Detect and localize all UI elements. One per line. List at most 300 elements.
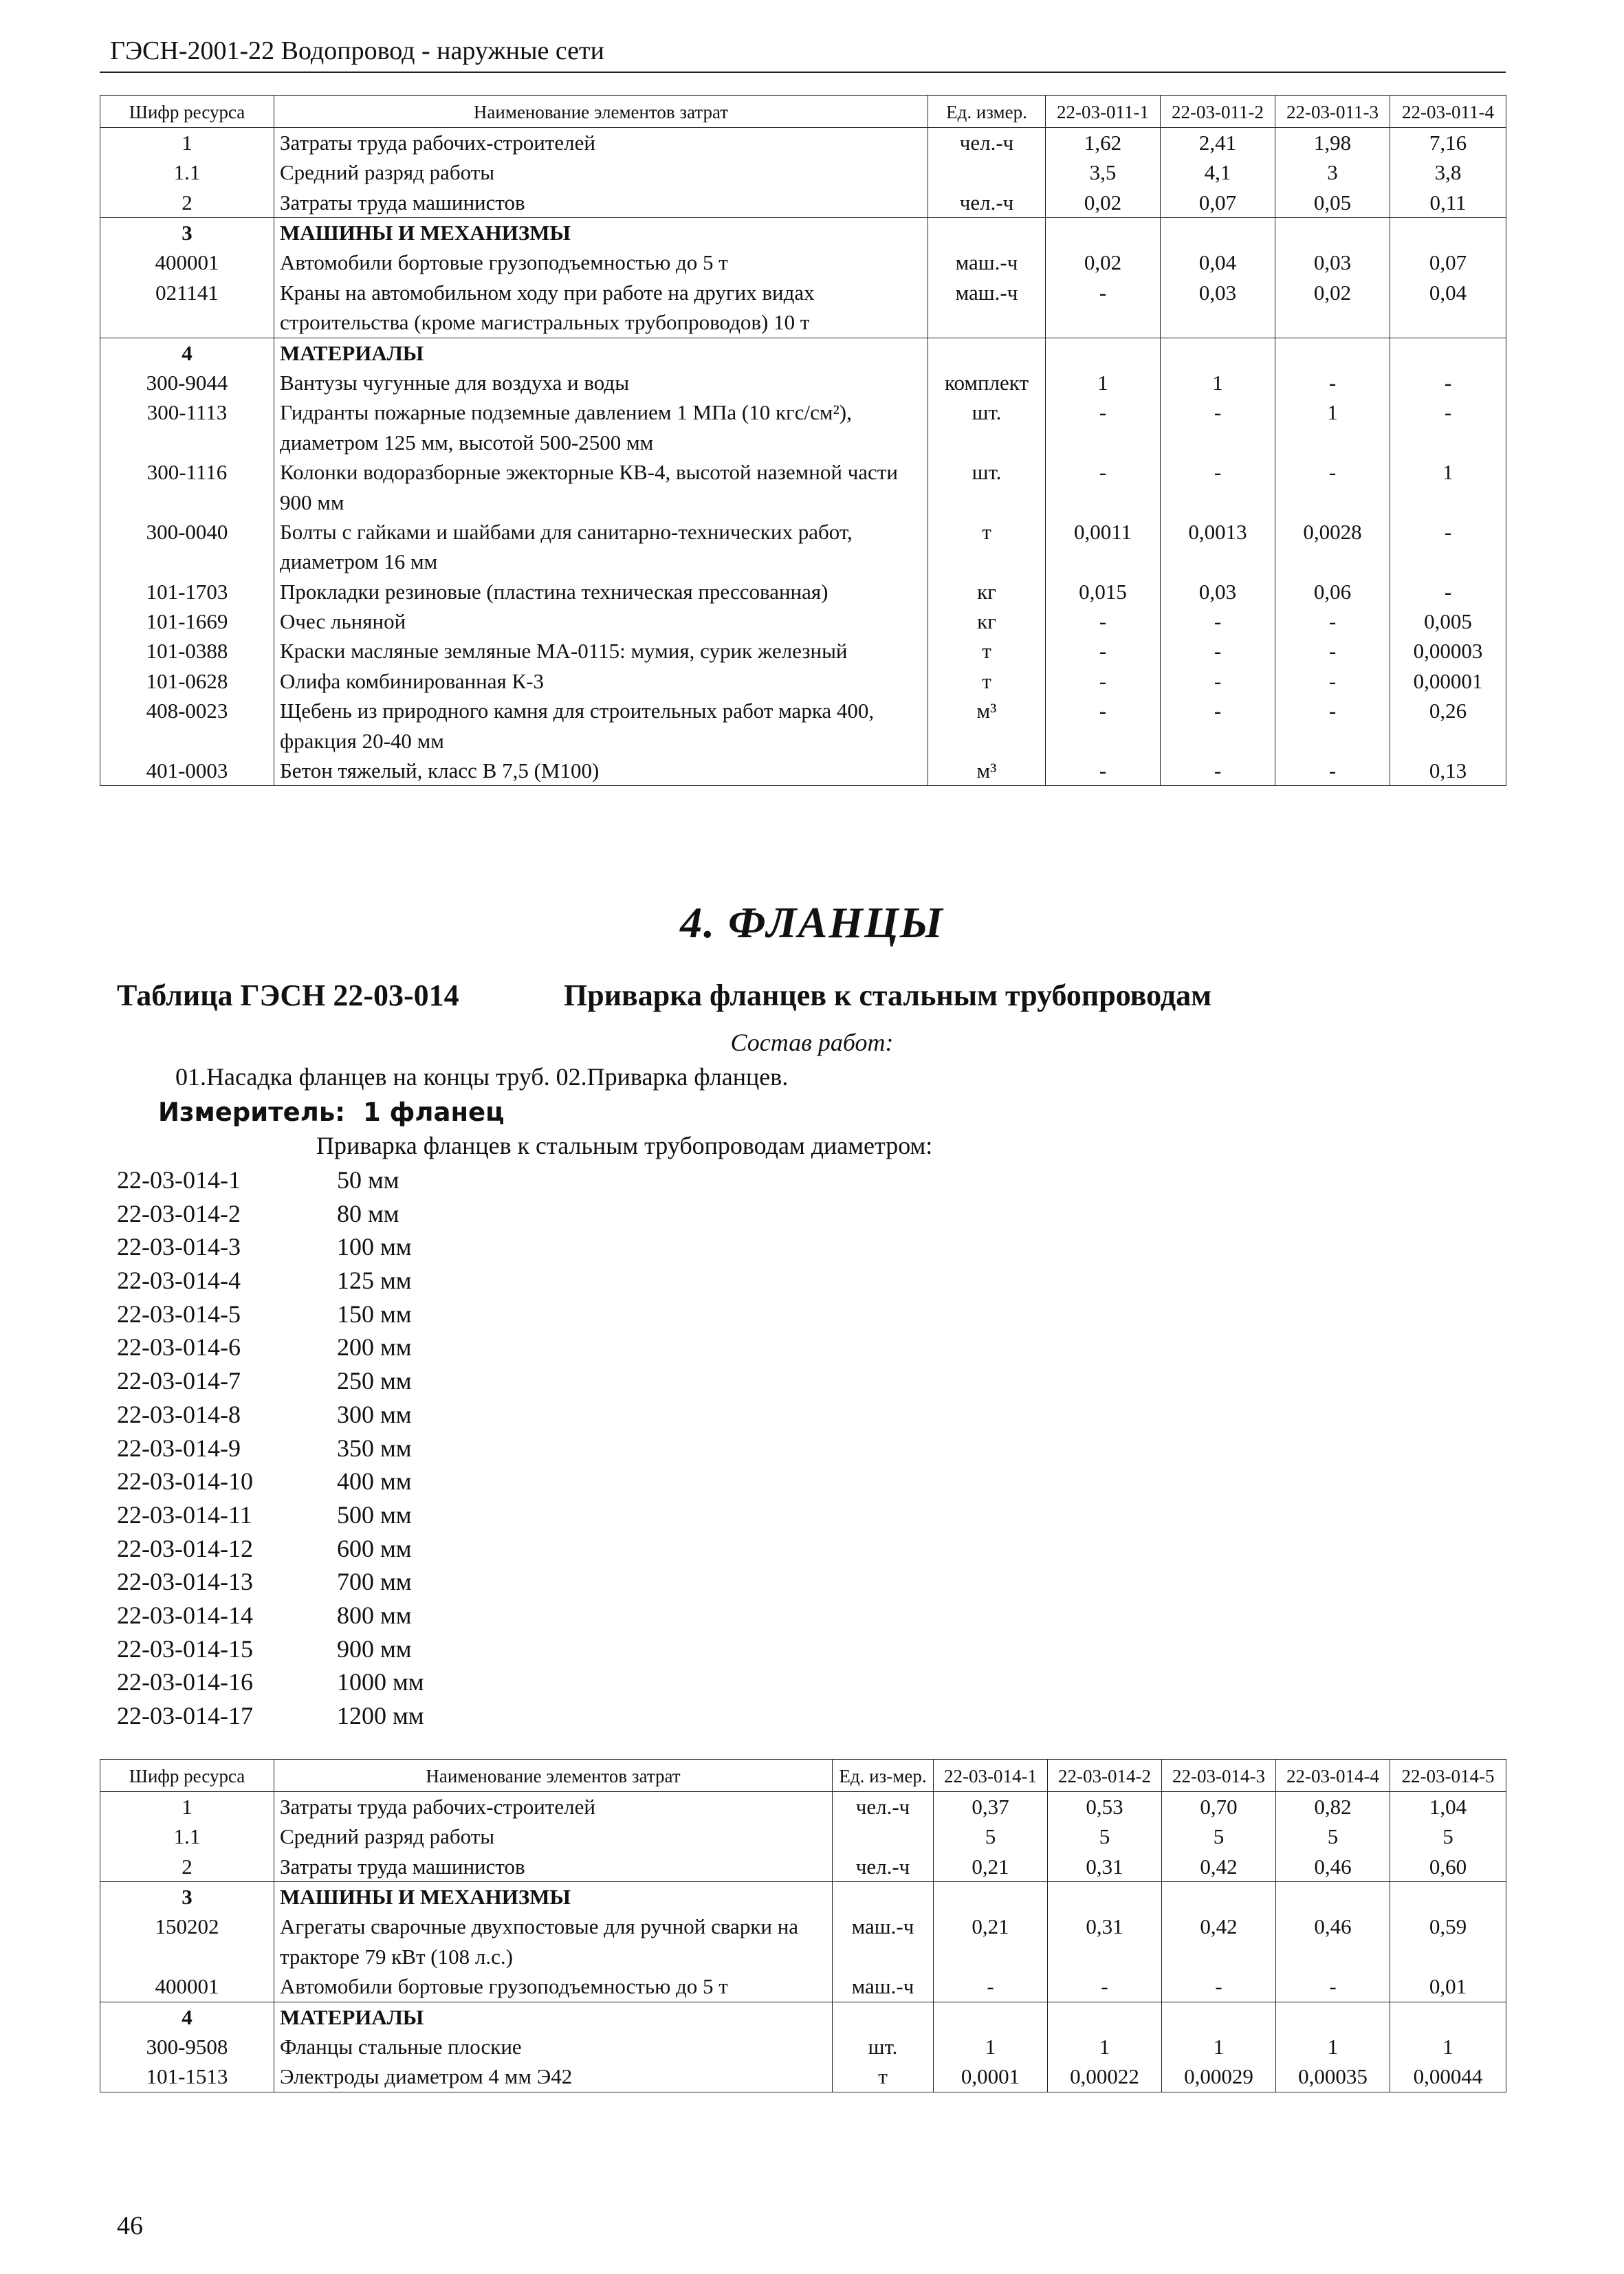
col-norm-header: 22-03-011-3 bbox=[1275, 96, 1390, 128]
row-value: - bbox=[1046, 756, 1161, 786]
row-value: 0,46 bbox=[1276, 1912, 1390, 1971]
row-value: 0,00001 bbox=[1390, 666, 1506, 696]
row-code: 3 bbox=[100, 218, 274, 248]
col-norm-header: 22-03-014-3 bbox=[1162, 1760, 1276, 1792]
row-value: 5 bbox=[1390, 1822, 1506, 1851]
row-name: Щебень из природного камня для строительных работ марка 400, фракция 20-40 мм bbox=[274, 696, 928, 756]
row-value: 1,62 bbox=[1046, 127, 1161, 157]
row-value: 1,98 bbox=[1275, 127, 1390, 157]
table-row bbox=[100, 636, 1506, 666]
item-code: 22-03-014-16 bbox=[117, 1668, 253, 1696]
row-value: - bbox=[1161, 397, 1275, 457]
row-code: 021141 bbox=[100, 278, 274, 338]
row-name: Автомобили бортовые грузоподъемностью до 5 т bbox=[274, 1971, 833, 2002]
row-value: 0,42 bbox=[1162, 1852, 1276, 1882]
list-item bbox=[117, 1565, 424, 1599]
row-code: 2 bbox=[100, 188, 274, 218]
row-value: 0,13 bbox=[1390, 756, 1506, 786]
row-value: 0,03 bbox=[1275, 248, 1390, 277]
row-code: 1.1 bbox=[100, 1822, 274, 1851]
row-value: - bbox=[1046, 278, 1161, 338]
item-value: 800 мм bbox=[337, 1601, 412, 1629]
row-value: 1,04 bbox=[1390, 1791, 1506, 1822]
row-value: 0,05 bbox=[1275, 188, 1390, 218]
row-value: 0,015 bbox=[1046, 577, 1161, 606]
row-unit bbox=[928, 157, 1046, 187]
row-unit bbox=[833, 1822, 934, 1851]
row-value: 1 bbox=[934, 2032, 1048, 2062]
row-name: Бетон тяжелый, класс В 7,5 (М100) bbox=[274, 756, 928, 786]
row-value: - bbox=[1161, 606, 1275, 636]
row-value: 0,04 bbox=[1390, 278, 1506, 338]
item-code: 22-03-014-8 bbox=[117, 1400, 241, 1428]
table-header-row bbox=[100, 96, 1506, 128]
item-code: 22-03-014-6 bbox=[117, 1333, 241, 1362]
row-unit: т bbox=[928, 636, 1046, 666]
item-value: 600 мм bbox=[337, 1534, 412, 1562]
item-value: 400 мм bbox=[337, 1467, 412, 1496]
item-value: 700 мм bbox=[337, 1568, 412, 1596]
item-code: 22-03-014-7 bbox=[117, 1367, 241, 1395]
row-name: Затраты труда рабочих-строителей bbox=[274, 127, 928, 157]
row-name: МАТЕРИАЛЫ bbox=[274, 2002, 833, 2032]
row-name: Электроды диаметром 4 мм Э42 bbox=[274, 2062, 833, 2092]
table-row bbox=[100, 368, 1506, 397]
row-value: 3,5 bbox=[1046, 157, 1161, 187]
row-unit: м³ bbox=[928, 696, 1046, 756]
row-name: Прокладки резиновые (пластина техническая прессованная) bbox=[274, 577, 928, 606]
row-value: 2,41 bbox=[1161, 127, 1275, 157]
row-value bbox=[1276, 2002, 1390, 2032]
row-name: Болты с гайками и шайбами для санитарно-технических работ, диаметром 16 мм bbox=[274, 517, 928, 577]
row-value: 0,00044 bbox=[1390, 2062, 1506, 2092]
row-value: 0,03 bbox=[1161, 577, 1275, 606]
col-name-header: Наименование элементов затрат bbox=[274, 96, 928, 128]
row-value: - bbox=[1161, 756, 1275, 786]
col-norm-header: 22-03-011-2 bbox=[1161, 96, 1275, 128]
list-item bbox=[117, 1432, 424, 1465]
row-value: 1 bbox=[1390, 2032, 1506, 2062]
row-value: 0,0013 bbox=[1161, 517, 1275, 577]
row-value bbox=[1048, 2002, 1162, 2032]
row-value: - bbox=[1046, 397, 1161, 457]
table-row bbox=[100, 278, 1506, 338]
item-code: 22-03-014-5 bbox=[117, 1300, 241, 1328]
list-item bbox=[117, 1197, 424, 1231]
item-value: 900 мм bbox=[337, 1635, 412, 1663]
table-row bbox=[100, 756, 1506, 786]
table-row bbox=[100, 127, 1506, 157]
table-row bbox=[100, 457, 1506, 517]
list-item bbox=[117, 1230, 424, 1264]
row-unit: м³ bbox=[928, 756, 1046, 786]
list-item bbox=[117, 1632, 424, 1666]
row-unit: шт. bbox=[928, 457, 1046, 517]
row-name: Олифа комбинированная К-3 bbox=[274, 666, 928, 696]
table-row bbox=[100, 1822, 1506, 1851]
row-value: 5 bbox=[1048, 1822, 1162, 1851]
row-name: Затраты труда машинистов bbox=[274, 188, 928, 218]
item-code: 22-03-014-15 bbox=[117, 1635, 253, 1663]
row-value: - bbox=[1161, 636, 1275, 666]
row-code: 400001 bbox=[100, 1971, 274, 2002]
row-code: 3 bbox=[100, 1882, 274, 1912]
row-value: - bbox=[1161, 666, 1275, 696]
row-value bbox=[1390, 218, 1506, 248]
row-value: 1 bbox=[1390, 457, 1506, 517]
col-norm-header: 22-03-014-2 bbox=[1048, 1760, 1162, 1792]
measurement-unit bbox=[158, 1097, 505, 1127]
row-unit: чел.-ч bbox=[928, 127, 1046, 157]
row-value: 0,00029 bbox=[1162, 2062, 1276, 2092]
item-code: 22-03-014-12 bbox=[117, 1534, 253, 1562]
item-value: 100 мм bbox=[337, 1233, 412, 1261]
col-unit-header: Ед. измер. bbox=[928, 96, 1046, 128]
row-value: 4,1 bbox=[1161, 157, 1275, 187]
table-row bbox=[100, 666, 1506, 696]
row-code: 1.1 bbox=[100, 157, 274, 187]
item-value: 50 мм bbox=[337, 1166, 399, 1194]
row-unit: чел.-ч bbox=[833, 1852, 934, 1882]
measure-value: 1 фланец bbox=[363, 1097, 505, 1127]
item-code: 22-03-014-1 bbox=[117, 1166, 241, 1194]
row-code: 401-0003 bbox=[100, 756, 274, 786]
section-row bbox=[100, 218, 1506, 248]
row-value: 0,37 bbox=[934, 1791, 1048, 1822]
list-item bbox=[117, 1298, 424, 1331]
row-value: 0,0001 bbox=[934, 2062, 1048, 2092]
col-code-header: Шифр ресурса bbox=[100, 96, 274, 128]
row-unit: чел.-ч bbox=[833, 1791, 934, 1822]
row-value: - bbox=[1162, 1971, 1276, 2002]
row-unit bbox=[928, 218, 1046, 248]
section-row bbox=[100, 338, 1506, 368]
row-code: 150202 bbox=[100, 1912, 274, 1971]
norm-items-list bbox=[117, 1163, 424, 1733]
row-value: - bbox=[1046, 696, 1161, 756]
row-unit: т bbox=[928, 666, 1046, 696]
row-value: - bbox=[1390, 368, 1506, 397]
row-unit: комплект bbox=[928, 368, 1046, 397]
row-value: 0,31 bbox=[1048, 1852, 1162, 1882]
row-value bbox=[1162, 1882, 1276, 1912]
item-code: 22-03-014-13 bbox=[117, 1568, 253, 1596]
row-value: 0,005 bbox=[1390, 606, 1506, 636]
table-row bbox=[100, 517, 1506, 577]
row-value: 1 bbox=[1162, 2032, 1276, 2062]
item-value: 350 мм bbox=[337, 1434, 412, 1462]
table-row bbox=[100, 1912, 1506, 1971]
row-value bbox=[1048, 1882, 1162, 1912]
row-name: Краски масляные земляные МА-0115: мумия, сурик железный bbox=[274, 636, 928, 666]
row-unit: маш.-ч bbox=[833, 1971, 934, 2002]
row-value bbox=[1390, 2002, 1506, 2032]
row-value: 0,46 bbox=[1276, 1852, 1390, 1882]
row-value bbox=[1390, 338, 1506, 368]
item-value: 1000 мм bbox=[337, 1668, 424, 1696]
col-code-header: Шифр ресурса bbox=[100, 1760, 274, 1792]
row-value bbox=[1275, 218, 1390, 248]
list-item bbox=[117, 1398, 424, 1432]
item-code: 22-03-014-3 bbox=[117, 1233, 241, 1261]
row-value: 0,07 bbox=[1390, 248, 1506, 277]
row-value: 0,02 bbox=[1275, 278, 1390, 338]
item-value: 125 мм bbox=[337, 1267, 412, 1295]
work-composition-heading: Состав работ: bbox=[730, 1029, 894, 1056]
row-value: 1 bbox=[1275, 397, 1390, 457]
row-value: 0,11 bbox=[1390, 188, 1506, 218]
row-value: 5 bbox=[1276, 1822, 1390, 1851]
row-code: 300-1113 bbox=[100, 397, 274, 457]
row-name: Колонки водоразборные эжекторные КВ-4, высотой наземной части 900 мм bbox=[274, 457, 928, 517]
item-code: 22-03-014-4 bbox=[117, 1267, 241, 1295]
list-item bbox=[117, 1665, 424, 1699]
col-name-header: Наименование элементов затрат bbox=[274, 1760, 833, 1792]
row-value: 5 bbox=[934, 1822, 1048, 1851]
table-row bbox=[100, 1791, 1506, 1822]
row-name: Агрегаты сварочные двухпостовые для ручной сварки на тракторе 79 кВт (108 л.с.) bbox=[274, 1912, 833, 1971]
section-row bbox=[100, 2002, 1506, 2032]
row-code: 300-9044 bbox=[100, 368, 274, 397]
row-name: Затраты труда машинистов bbox=[274, 1852, 833, 1882]
row-value: 0,02 bbox=[1046, 248, 1161, 277]
row-value: 0,21 bbox=[934, 1852, 1048, 1882]
row-unit: т bbox=[928, 517, 1046, 577]
row-value: 7,16 bbox=[1390, 127, 1506, 157]
row-value: 0,70 bbox=[1162, 1791, 1276, 1822]
row-unit bbox=[928, 338, 1046, 368]
row-value: 0,82 bbox=[1276, 1791, 1390, 1822]
row-value: 0,03 bbox=[1161, 278, 1275, 338]
row-value: - bbox=[1046, 636, 1161, 666]
item-value: 300 мм bbox=[337, 1400, 412, 1428]
list-item bbox=[117, 1331, 424, 1364]
resource-table-011 bbox=[100, 95, 1506, 786]
list-item bbox=[117, 1465, 424, 1498]
row-value bbox=[1161, 218, 1275, 248]
row-unit: кг bbox=[928, 606, 1046, 636]
item-code: 22-03-014-10 bbox=[117, 1467, 253, 1496]
item-value: 1200 мм bbox=[337, 1702, 424, 1729]
row-code: 1 bbox=[100, 1791, 274, 1822]
row-value: 0,60 bbox=[1390, 1852, 1506, 1882]
col-norm-header: 22-03-011-1 bbox=[1046, 96, 1161, 128]
row-value: - bbox=[1161, 696, 1275, 756]
item-code: 22-03-014-2 bbox=[117, 1199, 241, 1227]
row-value bbox=[1046, 218, 1161, 248]
list-item bbox=[117, 1163, 424, 1197]
item-code: 22-03-014-14 bbox=[117, 1601, 253, 1629]
row-code: 400001 bbox=[100, 248, 274, 277]
row-value: - bbox=[1275, 606, 1390, 636]
col-norm-header: 22-03-011-4 bbox=[1390, 96, 1506, 128]
item-value: 80 мм bbox=[337, 1199, 399, 1227]
row-value: 0,00035 bbox=[1276, 2062, 1390, 2092]
row-value: - bbox=[1276, 1971, 1390, 2002]
table-row bbox=[100, 397, 1506, 457]
row-code: 300-9508 bbox=[100, 2032, 274, 2062]
table-row bbox=[100, 2032, 1506, 2062]
row-name: Гидранты пожарные подземные давлением 1 МПа (10 кгс/см²), диаметром 125 мм, высотой 500-2500 мм bbox=[274, 397, 928, 457]
row-value: - bbox=[1161, 457, 1275, 517]
col-norm-header: 22-03-014-4 bbox=[1276, 1760, 1390, 1792]
item-value: 200 мм bbox=[337, 1333, 412, 1362]
row-unit: шт. bbox=[928, 397, 1046, 457]
row-value bbox=[1390, 1882, 1506, 1912]
section-row bbox=[100, 1882, 1506, 1912]
item-value: 500 мм bbox=[337, 1500, 412, 1529]
row-name: МАТЕРИАЛЫ bbox=[274, 338, 928, 368]
row-value bbox=[934, 2002, 1048, 2032]
row-value: - bbox=[1275, 696, 1390, 756]
row-value bbox=[934, 1882, 1048, 1912]
row-code: 300-0040 bbox=[100, 517, 274, 577]
row-value: - bbox=[1275, 666, 1390, 696]
row-unit bbox=[833, 2002, 934, 2032]
row-value: 0,21 bbox=[934, 1912, 1048, 1971]
row-value: - bbox=[1275, 636, 1390, 666]
list-item bbox=[117, 1532, 424, 1566]
row-value: 0,00022 bbox=[1048, 2062, 1162, 2092]
row-value: 0,59 bbox=[1390, 1912, 1506, 1971]
row-name: Средний разряд работы bbox=[274, 1822, 833, 1851]
row-code: 101-1703 bbox=[100, 577, 274, 606]
row-value: 1 bbox=[1046, 368, 1161, 397]
row-value: - bbox=[1046, 666, 1161, 696]
row-code: 101-1513 bbox=[100, 2062, 274, 2092]
header-rule bbox=[100, 72, 1506, 73]
row-name: МАШИНЫ И МЕХАНИЗМЫ bbox=[274, 1882, 833, 1912]
row-value: - bbox=[1390, 517, 1506, 577]
table-row bbox=[100, 1971, 1506, 2002]
list-item bbox=[117, 1699, 424, 1733]
row-code: 4 bbox=[100, 338, 274, 368]
row-value bbox=[1162, 2002, 1276, 2032]
row-value: - bbox=[934, 1971, 1048, 2002]
row-value: - bbox=[1275, 368, 1390, 397]
item-value: 150 мм bbox=[337, 1300, 412, 1328]
row-value: 0,00003 bbox=[1390, 636, 1506, 666]
list-item bbox=[117, 1599, 424, 1632]
row-unit bbox=[833, 1882, 934, 1912]
table-row bbox=[100, 2062, 1506, 2092]
row-value: 0,07 bbox=[1161, 188, 1275, 218]
list-item bbox=[117, 1364, 424, 1398]
table-row bbox=[100, 248, 1506, 277]
row-unit: шт. bbox=[833, 2032, 934, 2062]
row-value: 0,53 bbox=[1048, 1791, 1162, 1822]
row-name: МАШИНЫ И МЕХАНИЗМЫ bbox=[274, 218, 928, 248]
row-value: 0,02 bbox=[1046, 188, 1161, 218]
row-value: - bbox=[1390, 577, 1506, 606]
row-value: 3 bbox=[1275, 157, 1390, 187]
table-row bbox=[100, 577, 1506, 606]
row-code: 300-1116 bbox=[100, 457, 274, 517]
row-unit: маш.-ч bbox=[928, 248, 1046, 277]
row-code: 408-0023 bbox=[100, 696, 274, 756]
col-unit-header: Ед. из-мер. bbox=[833, 1760, 934, 1792]
row-name: Очес льняной bbox=[274, 606, 928, 636]
row-unit: маш.-ч bbox=[833, 1912, 934, 1971]
row-name: Фланцы стальные плоские bbox=[274, 2032, 833, 2062]
row-name: Вантузы чугунные для воздуха и воды bbox=[274, 368, 928, 397]
row-unit: кг bbox=[928, 577, 1046, 606]
row-unit: чел.-ч bbox=[928, 188, 1046, 218]
row-value: - bbox=[1275, 756, 1390, 786]
row-value: - bbox=[1046, 606, 1161, 636]
row-code: 101-1669 bbox=[100, 606, 274, 636]
row-name: Средний разряд работы bbox=[274, 157, 928, 187]
row-code: 101-0388 bbox=[100, 636, 274, 666]
item-code: 22-03-014-11 bbox=[117, 1500, 252, 1529]
row-unit: маш.-ч bbox=[928, 278, 1046, 338]
row-value: 3,8 bbox=[1390, 157, 1506, 187]
table-row bbox=[100, 157, 1506, 187]
row-value: 1 bbox=[1048, 2032, 1162, 2062]
table-title: Приварка фланцев к стальным трубопроводам bbox=[564, 979, 1212, 1012]
table-row bbox=[100, 188, 1506, 218]
table-row bbox=[100, 1852, 1506, 1882]
row-value bbox=[1161, 338, 1275, 368]
item-value: 250 мм bbox=[337, 1367, 412, 1395]
row-value: 0,26 bbox=[1390, 696, 1506, 756]
row-value bbox=[1275, 338, 1390, 368]
row-value bbox=[1276, 1882, 1390, 1912]
col-norm-header: 22-03-014-1 bbox=[934, 1760, 1048, 1792]
row-value: - bbox=[1275, 457, 1390, 517]
row-value: - bbox=[1390, 397, 1506, 457]
table-caption bbox=[117, 978, 1211, 1013]
row-name: Автомобили бортовые грузоподъемностью до 5 т bbox=[274, 248, 928, 277]
row-name: Краны на автомобильном ходу при работе на других видах строительства (кроме магистральных трубопроводов) 10 т bbox=[274, 278, 928, 338]
item-code: 22-03-014-9 bbox=[117, 1434, 241, 1462]
row-value: 0,42 bbox=[1162, 1912, 1276, 1971]
row-value bbox=[1046, 338, 1161, 368]
list-item bbox=[117, 1264, 424, 1298]
table-row bbox=[100, 606, 1506, 636]
row-value: 5 bbox=[1162, 1822, 1276, 1851]
row-value: 0,01 bbox=[1390, 1971, 1506, 2002]
table-number: Таблица ГЭСН 22-03-014 bbox=[117, 979, 459, 1012]
row-code: 1 bbox=[100, 127, 274, 157]
running-header: ГЭСН-2001-22 Водопровод - наружные сети bbox=[110, 36, 604, 65]
measure-label: Измеритель: bbox=[158, 1097, 346, 1127]
row-value: 0,04 bbox=[1161, 248, 1275, 277]
row-unit: т bbox=[833, 2062, 934, 2092]
resource-table-014 bbox=[100, 1759, 1506, 2092]
items-intro: Приварка фланцев к стальным трубопроводам диаметром: bbox=[316, 1132, 933, 1159]
row-code: 2 bbox=[100, 1852, 274, 1882]
row-name: Затраты труда рабочих-строителей bbox=[274, 1791, 833, 1822]
row-value: 0,0011 bbox=[1046, 517, 1161, 577]
page-number: 46 bbox=[117, 2211, 143, 2240]
table-row bbox=[100, 696, 1506, 756]
row-value: - bbox=[1046, 457, 1161, 517]
section-title: 4. ФЛАНЦЫ bbox=[680, 898, 944, 947]
row-value: 0,0028 bbox=[1275, 517, 1390, 577]
row-value: 1 bbox=[1276, 2032, 1390, 2062]
table-header-row bbox=[100, 1760, 1506, 1792]
row-value: 1 bbox=[1161, 368, 1275, 397]
row-code: 101-0628 bbox=[100, 666, 274, 696]
row-value: 0,31 bbox=[1048, 1912, 1162, 1971]
item-code: 22-03-014-17 bbox=[117, 1702, 253, 1729]
row-value: 0,06 bbox=[1275, 577, 1390, 606]
work-composition-text: 01.Насадка фланцев на концы труб. 02.Приварка фланцев. bbox=[175, 1063, 789, 1091]
col-norm-header: 22-03-014-5 bbox=[1390, 1760, 1506, 1792]
list-item bbox=[117, 1498, 424, 1532]
row-code: 4 bbox=[100, 2002, 274, 2032]
